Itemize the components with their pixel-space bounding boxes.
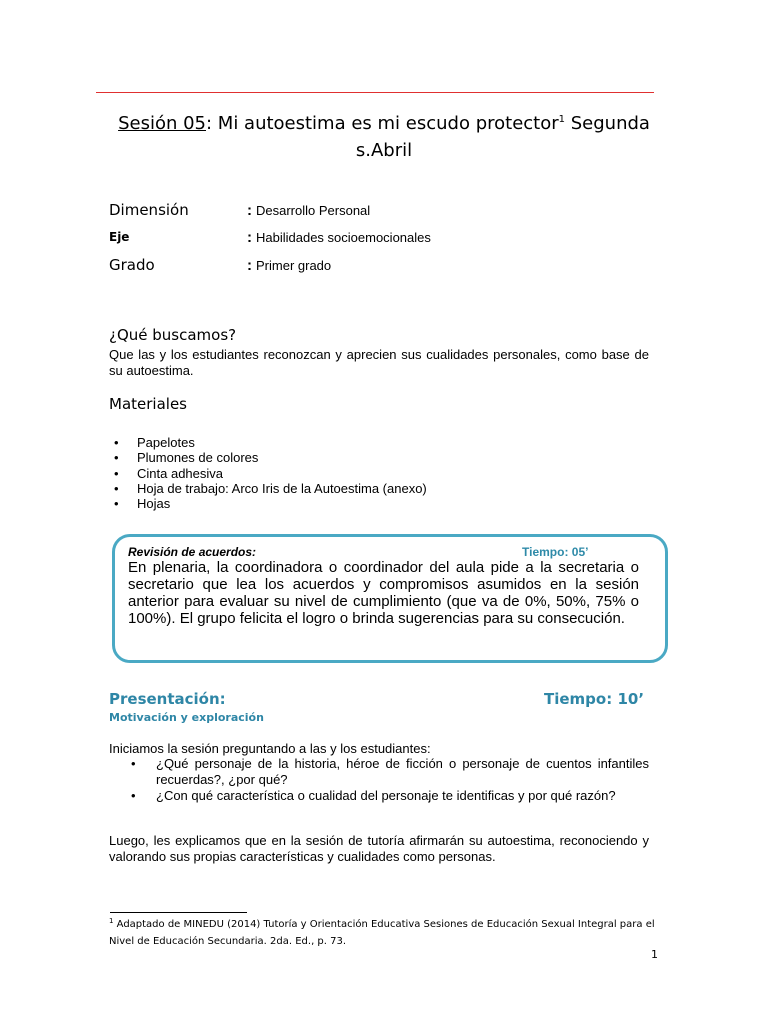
meta-label-eje: Eje	[109, 230, 130, 244]
presentacion-time: Tiempo: 10’	[544, 690, 645, 708]
list-item: • ¿Con qué característica o cualidad del personaje te identificas y por qué razón?	[109, 788, 649, 804]
footnote-rule	[110, 912, 247, 913]
meta-separator: :	[247, 202, 252, 219]
presentacion-intro: Iniciamos la sesión preguntando a las y los estudiantes:	[109, 741, 431, 756]
session-title-text: : Mi autoestima es mi escudo protector	[206, 113, 559, 134]
page-number: 1	[651, 948, 658, 961]
session-label: Sesión 05	[118, 113, 206, 134]
meta-separator: :	[247, 229, 252, 246]
meta-value-eje	[247, 229, 431, 246]
revision-heading: Revisión de acuerdos:	[128, 545, 257, 559]
que-buscamos-heading: ¿Qué buscamos?	[109, 326, 237, 344]
meta-label-grado: Grado	[109, 256, 155, 274]
footnote-text: Adaptado de MINEDU (2014) Tutoría y Orientación Educativa Sesiones de Educación Sexual Integral para el Nivel de Educación Secundaria. 2da. Ed., p. 73.	[109, 919, 655, 947]
session-title-suffix: Segunda s.Abril	[355, 113, 650, 161]
meta-value-dimension	[247, 202, 370, 219]
questions-list	[109, 756, 649, 805]
revision-time: Tiempo: 05’	[522, 545, 589, 559]
list-item: • Cinta adhesiva	[109, 466, 427, 481]
materiales-heading: Materiales	[109, 395, 187, 413]
header-rule	[96, 92, 654, 93]
list-item: • ¿Qué personaje de la historia, héroe de ficción o personaje de cuentos infantiles recuerdas?, ¿por qué?	[109, 756, 649, 787]
presentacion-heading: Presentación:	[109, 690, 226, 708]
footnote-ref: 1	[558, 114, 566, 125]
meta-label-dimension: Dimensión	[109, 201, 189, 219]
meta-value-text: Habilidades socioemocionales	[256, 230, 431, 245]
footnote-number: 1	[109, 917, 114, 925]
que-buscamos-text: Que las y los estudiantes reconozcan y aprecien sus cualidades personales, como base de su autoestima.	[109, 347, 649, 378]
presentacion-subheading: Motivación y exploración	[109, 711, 264, 724]
meta-value-text: Primer grado	[256, 258, 332, 273]
footnote	[109, 916, 669, 950]
meta-value-text: Desarrollo Personal	[256, 203, 371, 218]
list-item: • Hoja de trabajo: Arco Iris de la Autoestima (anexo)	[109, 481, 427, 496]
list-item: • Plumones de colores	[109, 450, 427, 465]
materiales-list	[109, 435, 427, 511]
session-title	[110, 110, 658, 164]
list-item: • Papelotes	[109, 435, 427, 450]
presentacion-closing: Luego, les explicamos que en la sesión de tutoría afirmarán su autoestima, reconociendo y valorando sus propias características y cualidades como personas.	[109, 833, 649, 864]
meta-value-grado	[247, 257, 331, 274]
revision-text: En plenaria, la coordinadora o coordinador del aula pide a la secretaria o secretario que lea los acuerdos y compromisos asumidos en la sesión anterior para evaluar su nivel de cumplimiento (que va de 0%, 50%, 75% o 100%). El grupo felicita el logro o brinda sugerencias para su consecución.	[128, 559, 639, 627]
meta-separator: :	[247, 257, 252, 274]
list-item: • Hojas	[109, 496, 427, 511]
